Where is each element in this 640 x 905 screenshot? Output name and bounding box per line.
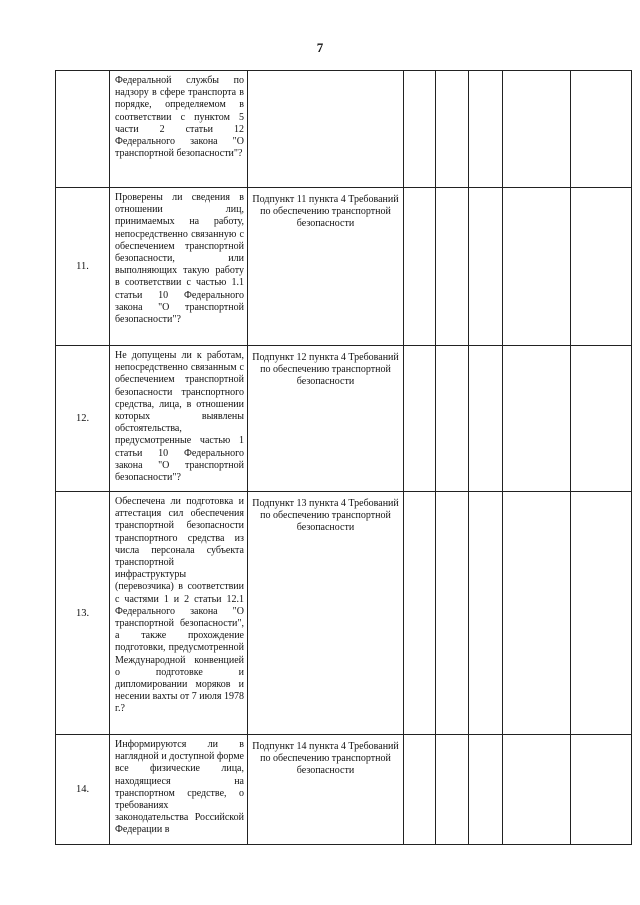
reference-cell: Подпункт 13 пункта 4 Требований по обеспечению транспортной безопасности <box>248 492 404 735</box>
checklist-table <box>55 70 632 845</box>
reference-cell <box>248 71 404 188</box>
extra-cell <box>571 188 632 346</box>
not-applicable-cell <box>469 188 503 346</box>
table-row <box>56 735 632 845</box>
extra-cell <box>571 735 632 845</box>
no-cell <box>436 346 469 492</box>
page-number: 7 <box>316 40 324 55</box>
yes-cell <box>404 735 436 845</box>
question-cell <box>110 71 248 188</box>
comment-cell <box>503 735 571 845</box>
table-row <box>56 346 632 492</box>
question-text: Обеспечена ли подготовка и аттестация сил обеспечения транспортной безопасности транспортного средства из числа персонала субъекта транспортной инфраструктуры (перевозчика) в соответствии с частями 1 и 2 статьи 12.1 Федерального закона "О транспортной безопасности", а также прохождение подготовки, предусмотренной Международной конвенцией о подготовке и дипломировании моряков и несении вахты от 7 июля 1978 г.? <box>115 496 244 715</box>
comment-cell <box>503 71 571 188</box>
question-text: Проверены ли сведения в отношении лиц, принимаемых на работу, непосредственно связанную с обеспечением транспортной безопасности, или выполняющих такую работу в соответствии с частью 1.1 статьи 10 Федерального закона "О транспортной безопасности"? <box>115 192 244 326</box>
reference-cell: Подпункт 14 пункта 4 Требований по обеспечению транспортной безопасности <box>248 735 404 845</box>
no-cell <box>436 735 469 845</box>
row-number <box>56 71 110 188</box>
yes-cell <box>404 346 436 492</box>
question-text: Информируются ли в наглядной и доступной форме все физические лица, находящиеся на транспортном средстве, о требованиях законодательства Российской Федерации в <box>115 739 244 836</box>
question-text: Федеральной службы по надзору в сфере транспорта в порядке, определяемом в соответствии с пунктом 5 части 2 статьи 12 Федерального закона "О транспортной безопасности"? <box>115 75 244 160</box>
yes-cell <box>404 492 436 735</box>
reference-cell: Подпункт 12 пункта 4 Требований по обеспечению транспортной безопасности <box>248 346 404 492</box>
table-row <box>56 492 632 735</box>
no-cell <box>436 492 469 735</box>
table-row <box>56 188 632 346</box>
row-number: 13. <box>56 492 110 735</box>
yes-cell <box>404 71 436 188</box>
not-applicable-cell <box>469 735 503 845</box>
comment-cell <box>503 346 571 492</box>
yes-cell <box>404 188 436 346</box>
comment-cell <box>503 188 571 346</box>
reference-cell: Подпункт 11 пункта 4 Требований по обеспечению транспортной безопасности <box>248 188 404 346</box>
question-cell <box>110 188 248 346</box>
comment-cell <box>503 492 571 735</box>
question-cell <box>110 492 248 735</box>
row-number: 12. <box>56 346 110 492</box>
question-cell <box>110 346 248 492</box>
row-number: 11. <box>56 188 110 346</box>
question-text: Не допущены ли к работам, непосредственно связанным с обеспечением транспортной безопасности транспортного средства, лица, в отношении которых выявлены обстоятельства, предусмотренные частью 1 статьи 10 Федерального закона "О транспортной безопасности"? <box>115 350 244 484</box>
extra-cell <box>571 492 632 735</box>
extra-cell <box>571 346 632 492</box>
row-number: 14. <box>56 735 110 845</box>
table-row <box>56 71 632 188</box>
no-cell <box>436 188 469 346</box>
not-applicable-cell <box>469 71 503 188</box>
not-applicable-cell <box>469 346 503 492</box>
not-applicable-cell <box>469 492 503 735</box>
question-cell <box>110 735 248 845</box>
extra-cell <box>571 71 632 188</box>
no-cell <box>436 71 469 188</box>
